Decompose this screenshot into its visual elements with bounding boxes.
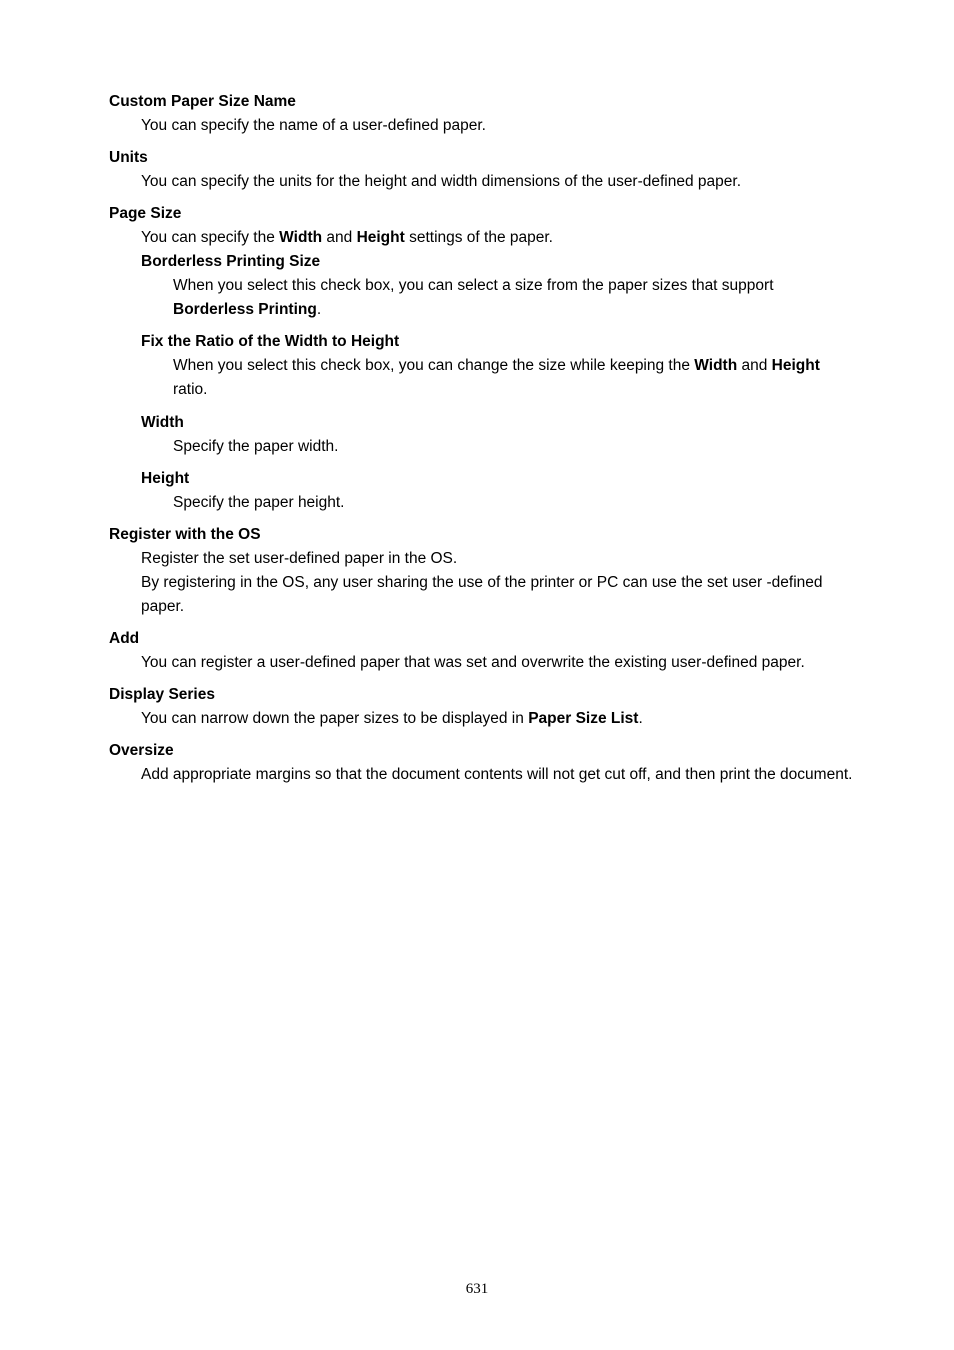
term-add: Add [109,630,140,647]
desc-text: settings of the paper. [404,229,553,246]
desc-text: When you select this check box, you can select a size from the paper sizes that support [173,277,774,294]
desc-text: and [322,229,357,246]
desc-text: ratio. [173,381,208,398]
ui-term-height: Height [771,357,820,374]
term-custom-paper-size-name: Custom Paper Size Name [109,93,296,110]
desc-add: You can register a user-defined paper that was set and overwrite the existing user-defined paper. [141,654,805,671]
desc-display-series [141,707,854,731]
term-borderless-printing-size: Borderless Printing Size [141,253,321,270]
desc-text: . [316,301,322,318]
term-page-size: Page Size [109,205,182,222]
desc-text: . [638,710,643,727]
desc-text: and [737,357,772,374]
term-width: Width [141,414,184,431]
ui-term-paper-size-list: Paper Size List [528,710,639,727]
desc-height: Specify the paper height. [173,494,345,511]
term-fix-ratio: Fix the Ratio of the Width to Height [141,333,400,350]
ui-term-borderless-printing: Borderless Printing [173,301,317,318]
term-display-series: Display Series [109,686,215,703]
document-body [109,90,854,787]
desc-page-size [141,226,854,250]
ui-term-height: Height [356,229,405,246]
ui-term-width: Width [694,357,738,374]
desc-register-with-os-1: Register the set user-defined paper in the OS. [141,550,458,567]
desc-width: Specify the paper width. [173,438,339,455]
desc-text: When you select this check box, you can change the size while keeping the [173,357,695,374]
desc-oversize: Add appropriate margins so that the document contents will not get cut off, and then print the document. [141,766,853,783]
ui-term-width: Width [279,229,323,246]
page-number: 631 [465,1281,489,1297]
term-units: Units [109,149,148,166]
desc-text: You can narrow down the paper sizes to be displayed in [141,710,529,727]
desc-text: You can specify the [141,229,280,246]
desc-units: You can specify the units for the height and width dimensions of the user-defined paper. [141,173,742,190]
desc-register-with-os-2: By registering in the OS, any user sharing the use of the printer or PC can use the set user -defined paper. [141,574,823,615]
term-height: Height [141,470,190,487]
term-register-with-os: Register with the OS [109,526,261,543]
desc-borderless-printing-size [173,274,854,322]
desc-custom-paper-size-name: You can specify the name of a user-defined paper. [141,117,486,134]
desc-fix-ratio [173,354,854,402]
term-oversize: Oversize [109,742,174,759]
